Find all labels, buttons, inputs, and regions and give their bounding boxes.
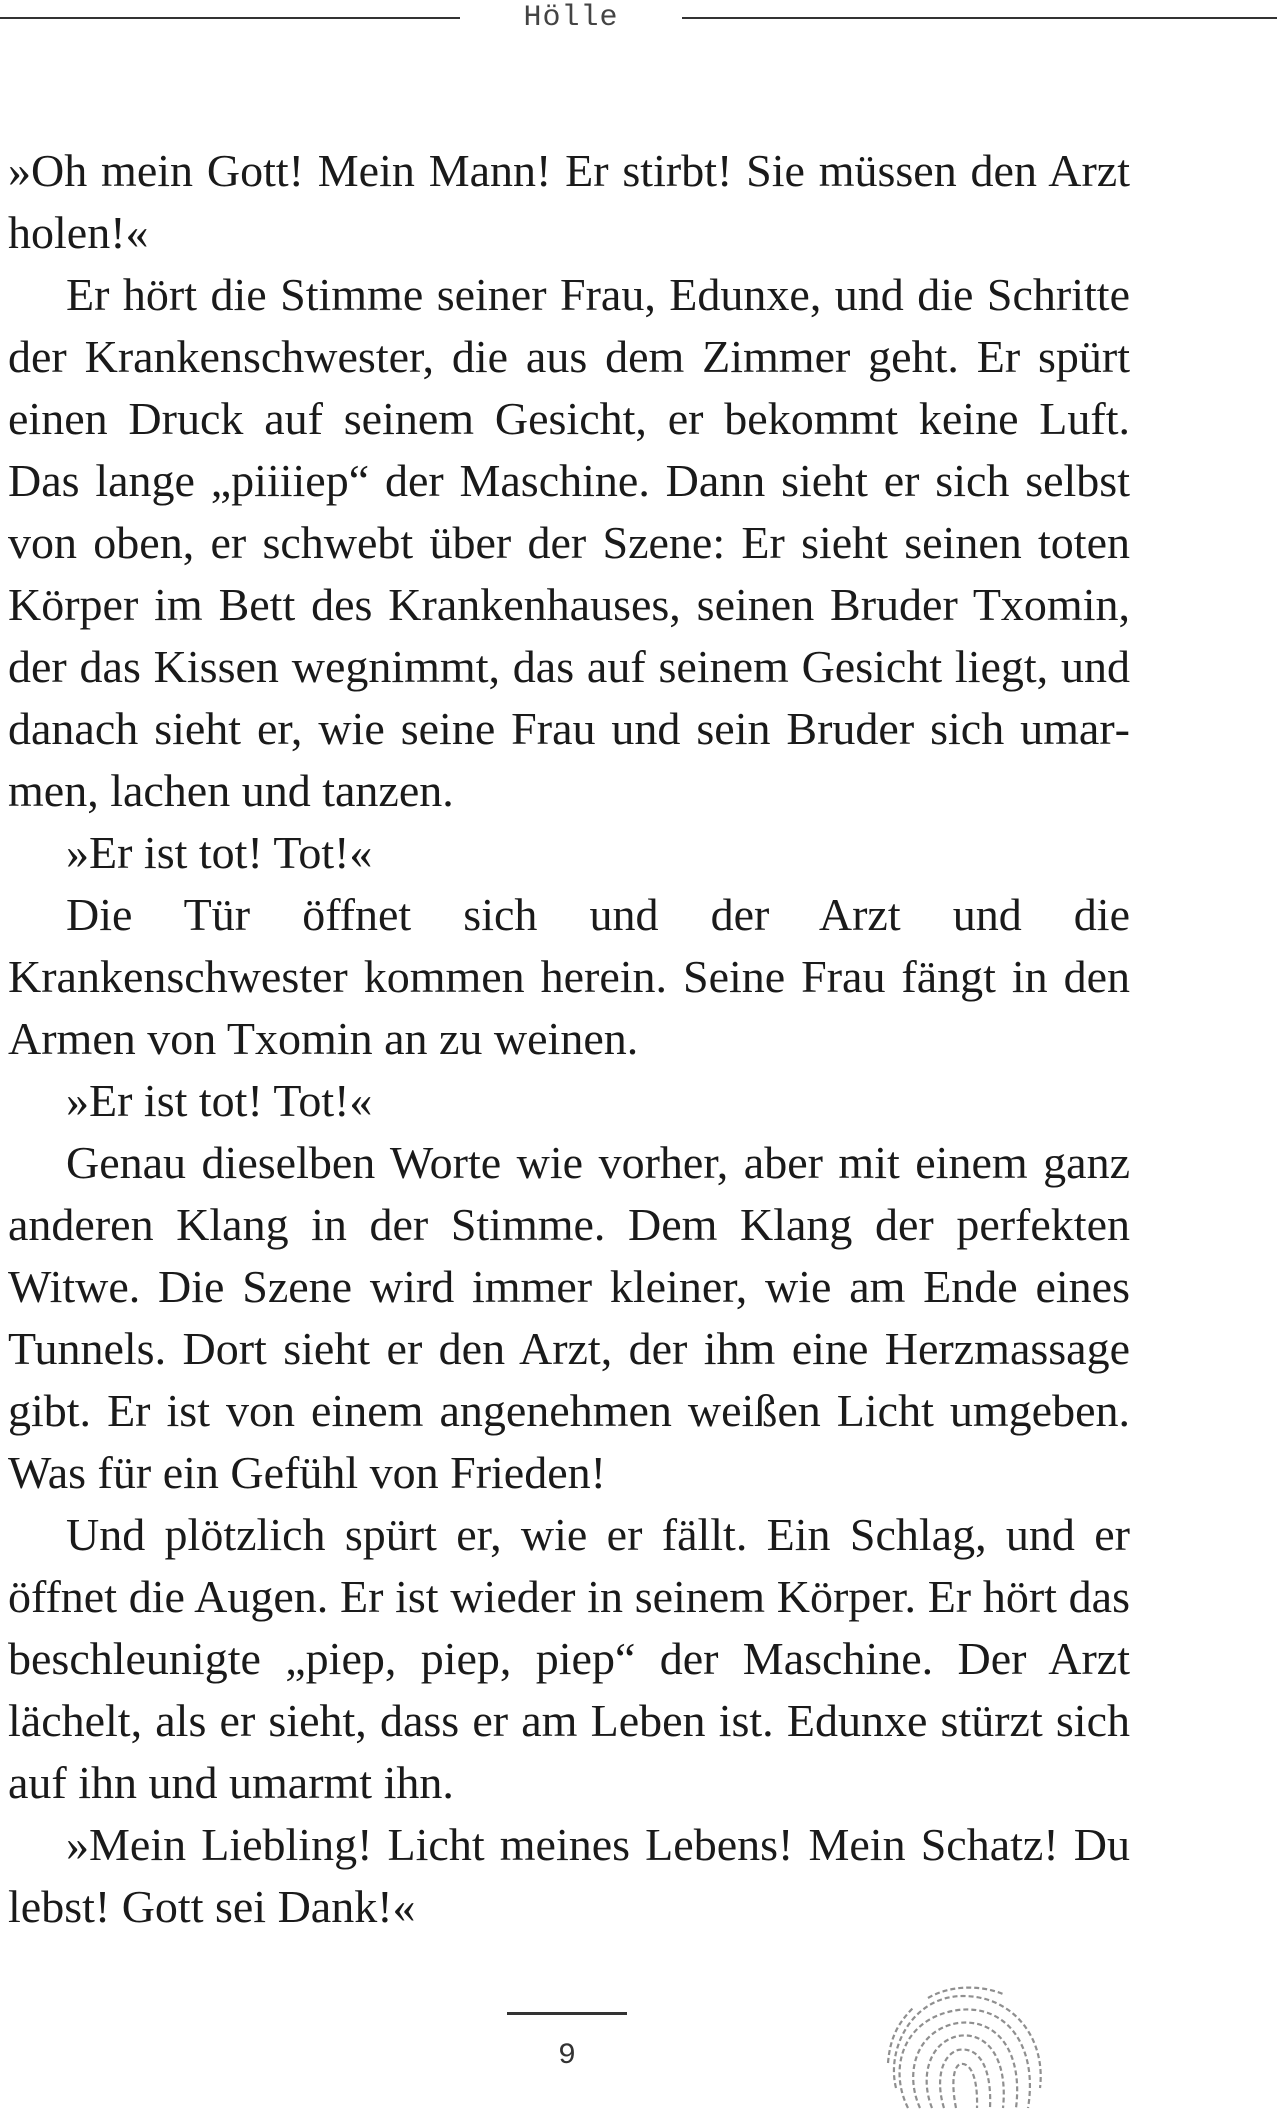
body-text: [8, 140, 1130, 1938]
paragraph: »Mein Liebling! Licht meines Lebens! Mein Schatz! Du lebst! Gott sei Dank!«: [8, 1819, 1130, 1932]
paragraph: Genau dieselben Worte wie vorher, aber mit einem ganz anderen Klang in der Stimme. Dem Klang der perfekten Witwe. Die Szene wird immer kleiner, wie am Ende eines Tunnels. Dort sieht er den Arzt, der ihm eine Herzmassage gibt. Er ist von einem angenehmen weißen Licht umgeben. Was für ein Gefühl von Frieden!: [8, 1137, 1130, 1498]
paragraph: »Oh mein Gott! Mein Mann! Er stirbt! Sie müssen den Arzt holen!«: [8, 145, 1130, 258]
running-header: [0, 0, 1277, 40]
paragraph: Die Tür öffnet sich und der Arzt und die Krankenschwester kommen herein. Seine Frau fängt in den Armen von Txomin an zu weinen.: [8, 889, 1130, 1064]
header-rule-left: [0, 17, 460, 19]
header-rule-right: [682, 17, 1277, 19]
page-number: 9: [557, 2039, 576, 2073]
chapter-title: Hölle: [523, 1, 619, 35]
paragraph: »Er ist tot! Tot!«: [66, 827, 373, 878]
paragraph: Und plötzlich spürt er, wie er fällt. Ein Schlag, und er öffnet die Augen. Er ist wieder in seinem Körper. Er hört das beschleunigte „piep, piep, piep“ der Maschine. Der Arzt lächelt, als er sieht, dass er am Leben ist. Edunxe stürzt sich auf ihn und umarmt ihn.: [8, 1509, 1130, 1808]
fingerprint-icon: [868, 1968, 1048, 2115]
paragraph: Er hört die Stimme seiner Frau, Edunxe, und die Schritte der Krankenschwester, die aus dem Zimmer geht. Er spürt einen Druck auf seinem Gesicht, er bekommt keine Luft. Das lange „piiiiep“ der Maschine. Dann sieht er sich selbst von oben, er schwebt über der Szene: Er sieht seinen toten Körper im Bett des Krankenhauses, seinen Bruder Txomin, der das Kissen wegnimmt, das auf seinem Gesicht liegt, und danach sieht er, wie seine Frau und sein Bruder sich umarmen, lachen und tanzen.: [8, 269, 1130, 816]
paragraph: »Er ist tot! Tot!«: [66, 1075, 373, 1126]
footer-rule: [507, 2012, 627, 2015]
